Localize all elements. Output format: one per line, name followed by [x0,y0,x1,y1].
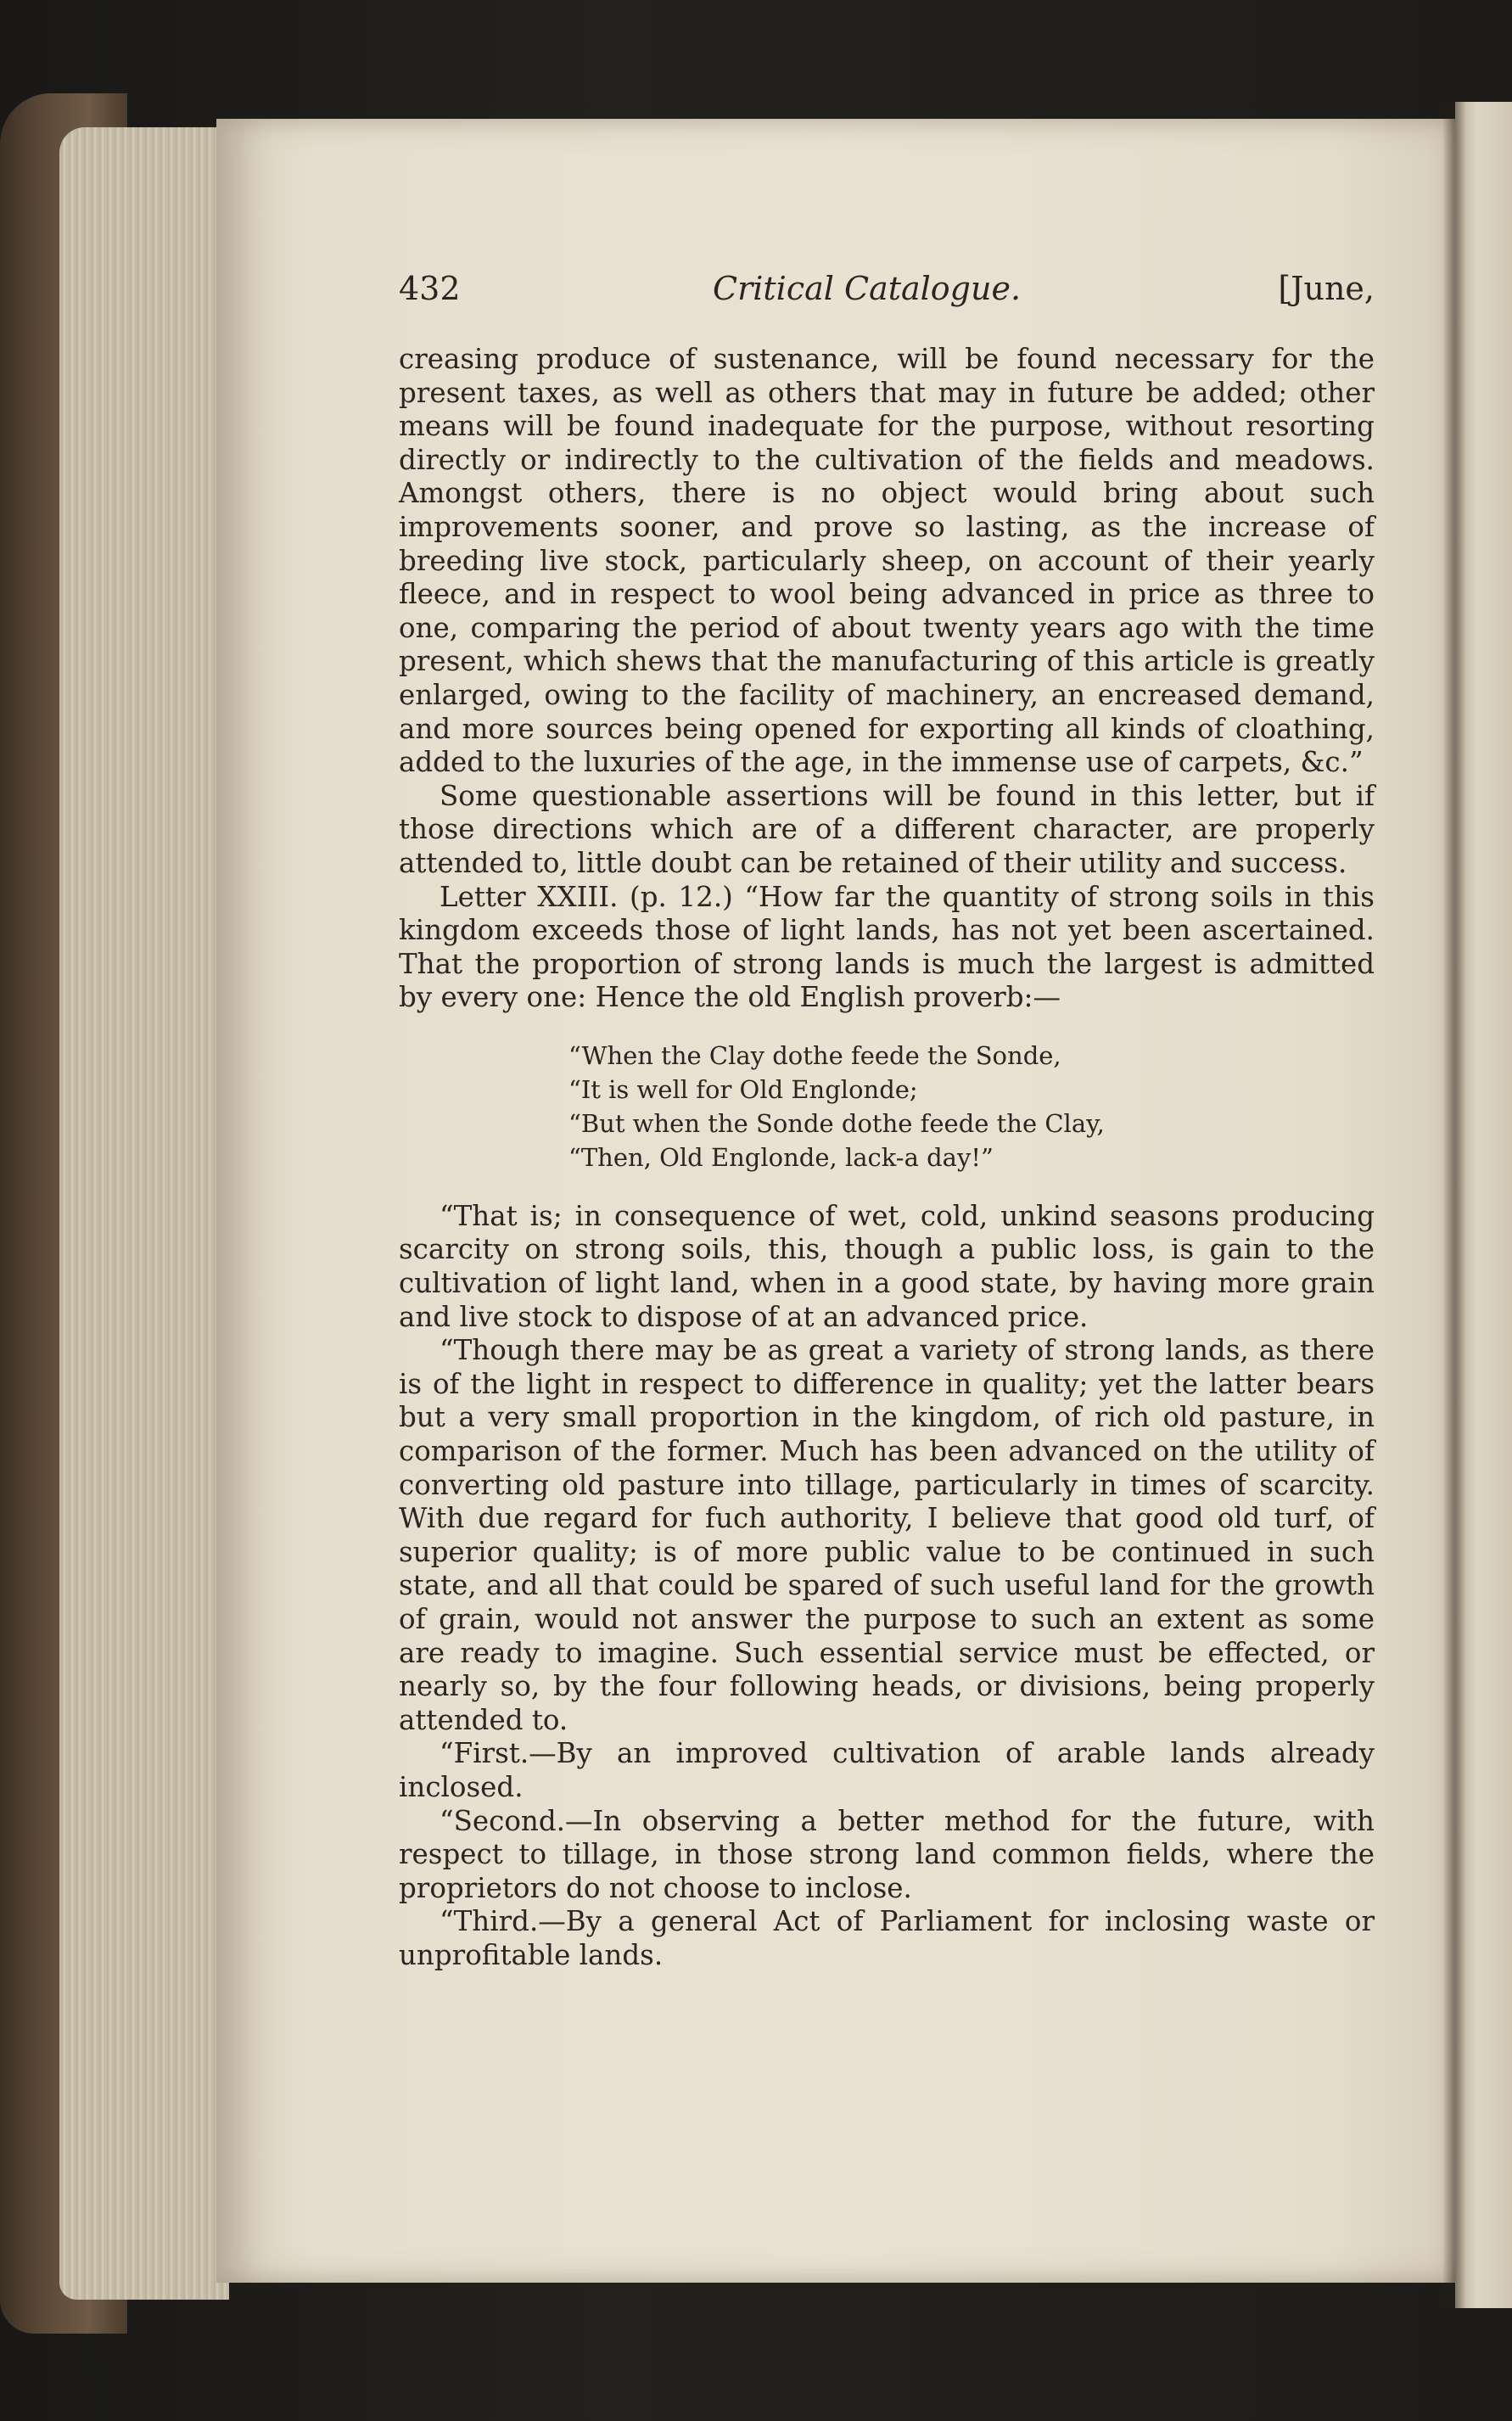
paragraph: Letter XXIII. (p. 12.) “How far the quantity of strong soils in this kingdom exceeds those of light lands, has not yet been ascertained. That the proportion of strong lands is much the largest is admitted by every one: Hence the old English proverb:— [399,880,1375,1014]
paragraph: “That is; in consequence of wet, cold, unkind seasons producing scarcity on strong soils, this, though a public loss, is gain to the cultivation of light land, when in a good state, by having more grain and live stock to dispose of at an advanced price. [399,1199,1375,1333]
verse-line: “Then, Old Englonde, lack-a day!” [568,1142,994,1172]
paragraph: “First.—By an improved cultivation of arable lands already inclosed. [399,1737,1375,1803]
running-title: Critical Catalogue. [713,270,1022,307]
running-header [399,270,1375,321]
verse-line: “But when the Sonde dothe feede the Clay, [568,1108,1105,1138]
page-gutter [1442,102,1466,2308]
page-number: 432 [399,270,461,307]
verse-line: “When the Clay dothe feede the Sonde, [568,1040,1061,1070]
paragraph: “Second.—In observing a better method for the future, with respect to tillage, in those strong land common fields, where the proprietors do not choose to inclose. [399,1804,1375,1904]
page-edges [59,127,229,2300]
proverb-verse [568,1039,1375,1174]
paragraph: Some questionable assertions will be found in this letter, but if those directions which are of a different character, are properly attended to, little doubt can be retained of their utility and success. [399,779,1375,879]
page-text [399,270,1375,1973]
verse-line: “It is well for Old Englonde; [568,1074,918,1104]
body-text [399,343,1375,1973]
paragraph: “Third.—By a general Act of Parliament for inclosing waste or unprofitable lands. [399,1905,1375,1971]
header-month: [June, [1278,270,1375,307]
paragraph: “Though there may be as great a variety of strong lands, as there is of the light in respect to difference in quality; yet the latter bears but a very small proportion in the kingdom, of rich old pasture, in comparison of the former. Much has been advanced on the utility of converting old pasture into tillage, particularly in times of scarcity. With due regard for fuch authority, I believe that good old turf, of superior quality; is of more public value to be continued in such state, and all that could be spared of such useful land for the growth of grain, would not answer the purpose to such an extent as some are ready to imagine. Such essential service must be effected, or nearly so, by the four following heads, or divisions, being properly attended to. [399,1334,1375,1736]
paragraph: creasing produce of sustenance, will be found necessary for the present taxes, as well as others that may in future be added; other means will be found inadequate for the purpose, without resorting directly or indirectly to the cultivation of the fields and meadows. Amongst others, there is no object would bring about such improvements sooner, and prove so lasting, as the increase of breeding live stock, particularly sheep, on account of their yearly fleece, and in respect to wool being advanced in price as three to one, comparing the period of about twenty years ago with the time present, which shews that the manufacturing of this article is greatly enlarged, owing to the facility of machinery, an encreased demand, and more sources being opened for exporting all kinds of cloathing, added to the luxuries of the age, in the immense use of carpets, &c.” [399,343,1375,779]
